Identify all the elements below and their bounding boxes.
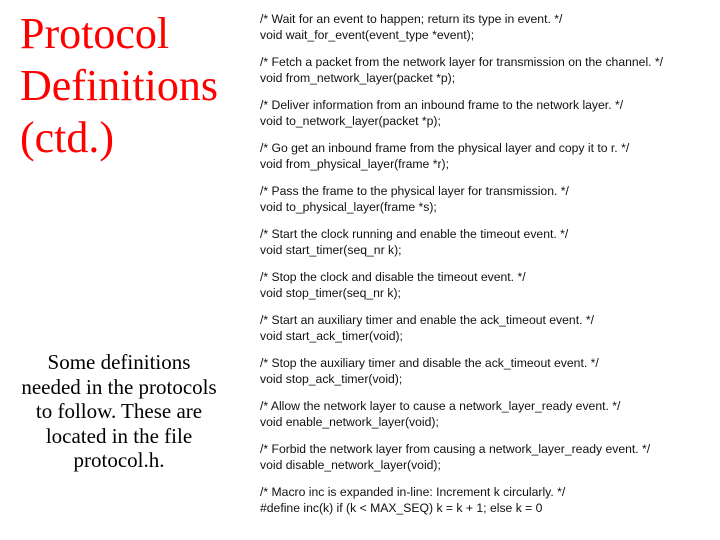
code-entry bbox=[260, 355, 700, 387]
code-comment: /* Allow the network layer to cause a network_layer_ready event. */ bbox=[260, 399, 621, 413]
code-entry bbox=[260, 183, 700, 215]
code-declaration: void from_network_layer(packet *p); bbox=[260, 71, 456, 85]
code-comment: /* Fetch a packet from the network layer for transmission on the channel. */ bbox=[260, 55, 664, 69]
description-line: Some definitions bbox=[47, 350, 191, 374]
title-line: (ctd.) bbox=[20, 113, 115, 162]
code-entry bbox=[260, 312, 700, 344]
code-declaration: void wait_for_event(event_type *event); bbox=[260, 28, 475, 42]
code-entry bbox=[260, 398, 700, 430]
code-comment: /* Start the clock running and enable the timeout event. */ bbox=[260, 227, 569, 241]
code-comment: /* Stop the clock and disable the timeout event. */ bbox=[260, 270, 526, 284]
code-comment: /* Deliver information from an inbound frame to the network layer. */ bbox=[260, 98, 624, 112]
code-declaration: void to_physical_layer(frame *s); bbox=[260, 200, 437, 214]
code-entry bbox=[260, 11, 700, 43]
code-comment: /* Wait for an event to happen; return its type in event. */ bbox=[260, 12, 563, 26]
description-line: located in the file bbox=[45, 423, 193, 448]
code-comment: /* Pass the frame to the physical layer for transmission. */ bbox=[260, 184, 569, 198]
code-declaration: void start_timer(seq_nr k); bbox=[260, 243, 402, 257]
description-line: to follow. These are bbox=[35, 399, 203, 423]
code-entry bbox=[260, 140, 700, 172]
code-comment: /* Go get an inbound frame from the physical layer and copy it to r. */ bbox=[260, 141, 630, 155]
slide-title bbox=[20, 8, 250, 164]
description-line: protocol.h. bbox=[73, 448, 165, 472]
code-listing bbox=[260, 11, 700, 516]
code-comment: /* Macro inc is expanded in-line: Increment k circularly. */ bbox=[260, 485, 566, 499]
code-entry bbox=[260, 97, 700, 129]
code-declaration: void enable_network_layer(void); bbox=[260, 415, 439, 429]
code-entry bbox=[260, 226, 700, 258]
code-entry bbox=[260, 54, 700, 86]
code-comment: /* Forbid the network layer from causing a network_layer_ready event. */ bbox=[260, 442, 651, 456]
code-entry bbox=[260, 484, 700, 516]
code-declaration: void to_network_layer(packet *p); bbox=[260, 114, 441, 128]
title-line: Protocol bbox=[20, 9, 170, 58]
code-entry bbox=[260, 269, 700, 301]
code-declaration: void stop_ack_timer(void); bbox=[260, 372, 403, 386]
code-comment: /* Stop the auxiliary timer and disable the ack_timeout event. */ bbox=[260, 356, 599, 370]
code-entry bbox=[260, 441, 700, 473]
description-line: needed in the protocols bbox=[21, 374, 217, 399]
title-line: Definitions bbox=[20, 61, 218, 110]
code-declaration: void stop_timer(seq_nr k); bbox=[260, 286, 401, 300]
code-declaration: #define inc(k) if (k < MAX_SEQ) k = k + 1; else k = 0 bbox=[260, 501, 543, 515]
code-comment: /* Start an auxiliary timer and enable the ack_timeout event. */ bbox=[260, 313, 594, 327]
slide-description bbox=[4, 350, 234, 473]
code-declaration: void disable_network_layer(void); bbox=[260, 458, 441, 472]
code-declaration: void from_physical_layer(frame *r); bbox=[260, 157, 449, 171]
code-declaration: void start_ack_timer(void); bbox=[260, 329, 403, 343]
